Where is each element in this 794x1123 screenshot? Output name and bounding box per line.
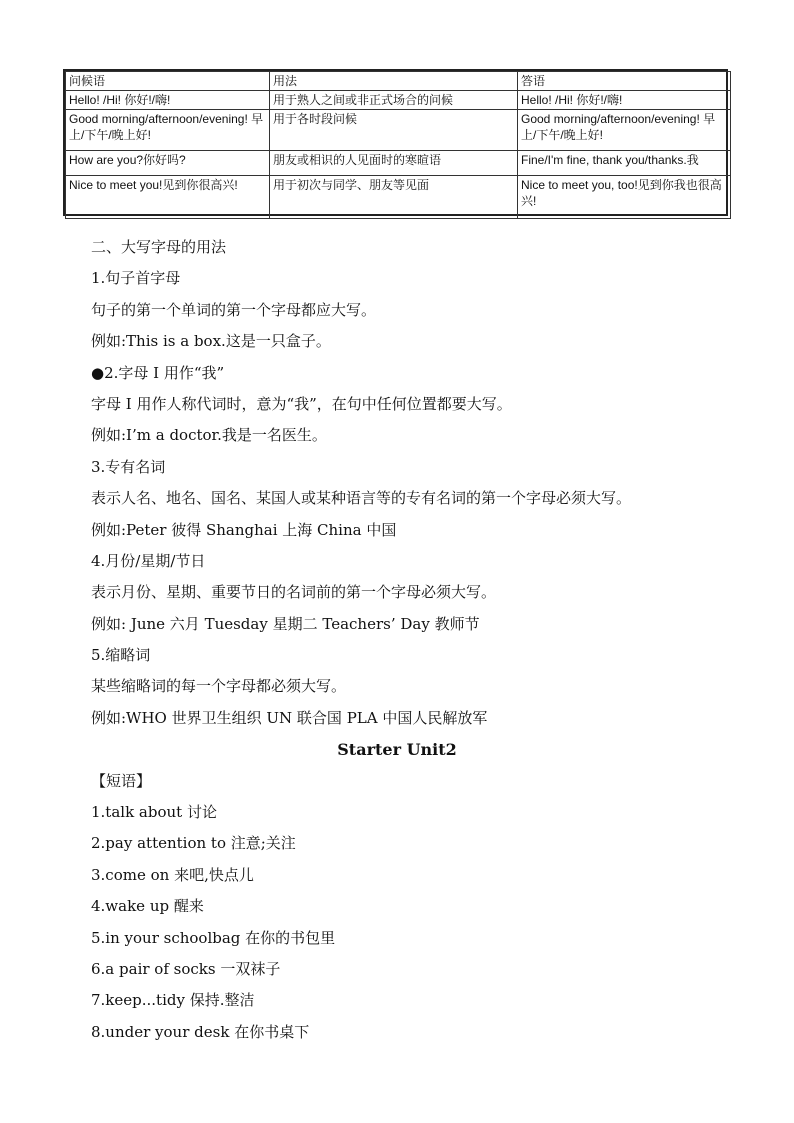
table-cell: Good morning/afternoon/evening! 早上/下午/晚上好! <box>518 110 731 151</box>
text-line: 表示人名、地名、国名、某国人或某种语言等的专有名词的第一个字母必须大写。 <box>91 489 632 508</box>
greetings-table <box>63 69 728 216</box>
phrase-item: 6.a pair of socks 一双袜子 <box>91 959 281 978</box>
table-cell: 用于初次与同学、朋友等见面 <box>270 176 518 219</box>
table-cell: 用于各时段问候 <box>270 110 518 151</box>
document-body <box>91 232 751 1048</box>
section-heading: 二、大写字母的用法 <box>91 238 227 256</box>
text-line: 例如:This is a box.这是一只盒子。 <box>91 332 331 351</box>
section-title: Starter Unit2 <box>337 740 457 760</box>
text-line: 例如:I’m a doctor.我是一名医生。 <box>91 426 327 445</box>
phrase-item: 7.keep...tidy 保持.整洁 <box>91 991 255 1010</box>
text-line: 例如:WHO 世界卫生组织 UN 联合国 PLA 中国人民解放军 <box>91 708 488 727</box>
text-line: 某些缩略词的每一个字母都必须大写。 <box>91 677 347 696</box>
text-line: 句子的第一个单词的第一个字母都应大写。 <box>91 300 377 319</box>
table-row <box>66 91 731 110</box>
text-line: 3.专有名词 <box>91 457 166 476</box>
phrase-item: 2.pay attention to 注意;关注 <box>91 834 296 853</box>
table-cell: 问候语 <box>66 72 270 91</box>
phrase-item: 1.talk about 讨论 <box>91 803 217 822</box>
text-line: ●2.字母 I 用作“我” <box>91 363 225 382</box>
table-cell: 用法 <box>270 72 518 91</box>
table-cell: Nice to meet you, too!见到你我也很高兴! <box>518 176 731 219</box>
phrase-item: 3.come on 来吧,快点儿 <box>91 865 254 884</box>
table-cell: Hello! /Hi! 你好!/嗨! <box>66 91 270 110</box>
table-cell: Fine/I'm fine, thank you/thanks.我 <box>518 151 731 176</box>
table-row <box>66 176 731 219</box>
table-row <box>66 151 731 176</box>
table-cell: 答语 <box>518 72 731 91</box>
table-cell: Good morning/afternoon/evening! 早上/下午/晚上好! <box>66 110 270 151</box>
table-cell: Hello! /Hi! 你好!/嗨! <box>518 91 731 110</box>
table-cell: 用于熟人之间或非正式场合的问候 <box>270 91 518 110</box>
phrases-header: 【短语】 <box>91 771 152 790</box>
phrase-item: 8.under your desk 在你书桌下 <box>91 1022 310 1041</box>
text-line: 1.句子首字母 <box>91 269 181 288</box>
text-line: 表示月份、星期、重要节日的名词前的第一个字母必须大写。 <box>91 583 497 602</box>
table-cell: Nice to meet you!见到你很高兴! <box>66 176 270 219</box>
table-row <box>66 110 731 151</box>
table-cell: 朋友或相识的人见面时的寒暄语 <box>270 151 518 176</box>
phrase-item: 5.in your schoolbag 在你的书包里 <box>91 928 336 947</box>
text-line: 5.缩略词 <box>91 646 151 665</box>
text-line: 例如:Peter 彼得 Shanghai 上海 China 中国 <box>91 520 397 539</box>
text-line: 例如: June 六月 Tuesday 星期二 Teachers’ Day 教师节 <box>91 614 480 633</box>
text-line: 4.月份/星期/节日 <box>91 551 206 570</box>
phrase-item: 4.wake up 醒来 <box>91 897 204 916</box>
table-header-row <box>66 72 731 91</box>
table-cell: How are you?你好吗? <box>66 151 270 176</box>
text-line: 字母 I 用作人称代词时，意为“我”，在句中任何位置都要大写。 <box>91 394 512 413</box>
